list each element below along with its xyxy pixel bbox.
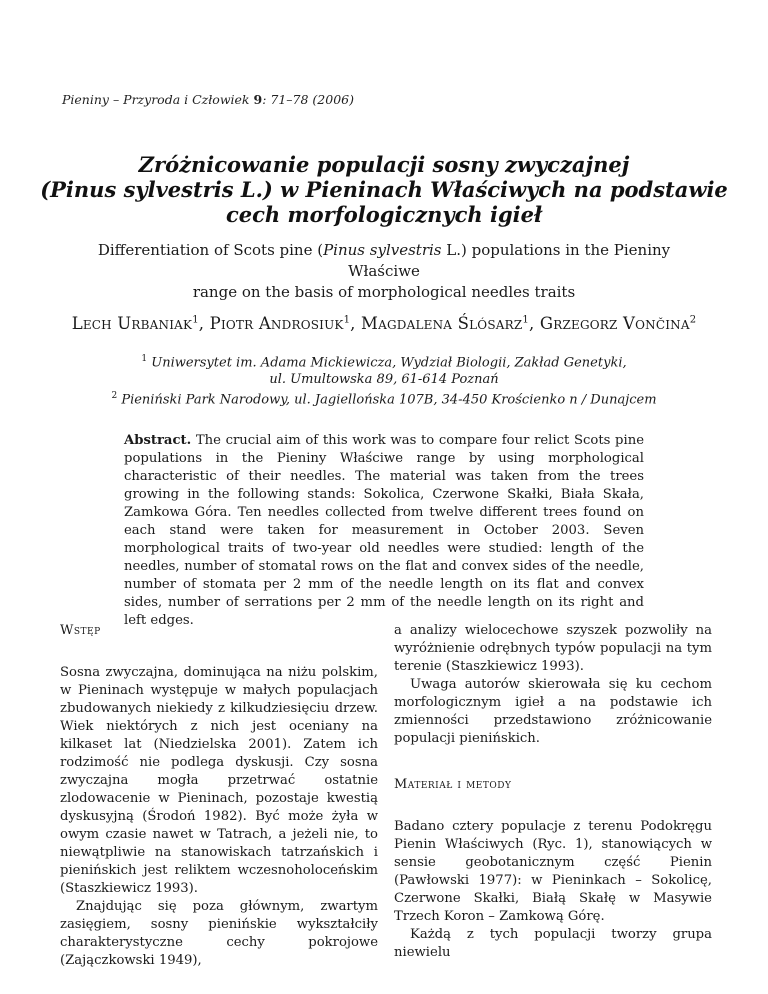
title-polish (40, 152, 728, 227)
paragraph: Sosna zwyczajna, dominująca na niżu polskim, w Pieninach występuje w małych populacjach zbudowanych niekiedy z kilkudziesięciu drzew. Wiek niektórych z nich jest oceniany na kilkaset lat (Niedzielska 2001). Zatem ich rodzimość nie podlega dyskusji. Czy sosna zwyczajna mogła przetrwać ostatnie zlodowacenie w Pieninach, pozostaje kwestią dyskusyjną (Środoń 1982). Być może żyła w owym czasie nawet w Tatrach, a jeżeli nie, to niewątpliwie na stanowiskach tatrzańskich i pienińskich jest reliktem wczesnoholoceńskim (Staszkiewicz 1993). (60, 665, 378, 896)
journal-citation (62, 92, 354, 107)
author-affiliation-mark: 2 (689, 314, 697, 326)
affiliation-2: $^2$ Pieniński Park Narodowy, ul. Jagiellońska 107B, 34-450 Krościenko n / Dunajcem (111, 391, 657, 408)
author-name: Piotr Androsiuk (209, 314, 344, 333)
column-right (394, 622, 712, 962)
title-english-line-2: range on the basis of morphological needles traits (192, 283, 576, 301)
abstract-text: The crucial aim of this work was to compare four relict Scots pine populations in the Pieniny Właściwe range by using morphological characteristic of their needles. The material was taken from the trees growing in the following stands: Sokolica, Czerwone Skałki, Biała Skała, Zamkowa Góra. Ten needles collected from twelve different trees found on each stand were taken for measurement in October 2003. Seven morphological traits of two-year old needles were studied: length of the needles, number of stomatal rows on the flat and convex sides of the needle, number of stomata per 2 mm of the needle length on its flat and convex sides, number of serrations per 2 mm of the needle length on its right and left edges. (124, 433, 644, 628)
species-name: Pinus sylvestris (323, 241, 442, 259)
title-polish-line-2: (Pinus sylvestris L.) w Pieninach Właściwych na podstawie (40, 177, 728, 202)
title-polish-line-1: Zróżnicowanie populacji sosny zwyczajnej (138, 152, 630, 177)
journal-name: Pieniny – Przyroda i Człowiek (62, 92, 250, 107)
title-english (60, 240, 708, 303)
author-affiliation-mark: 1 (192, 314, 199, 326)
paragraph: Uwaga autorów skierowała się ku cechom morfologicznym igieł a na podstawie ich zmienności przedstawiono zróżnicowanie populacji pienińskich. (394, 677, 712, 746)
affiliation-1: $^1$ Uniwersytet im. Adama Mickiewicza, Wydział Biologii, Zakład Genetyki, (141, 354, 627, 371)
title-polish-line-3: cech morfologicznych igieł (225, 202, 543, 227)
section-heading-wstep: Wstęp (60, 623, 101, 638)
affiliation-1-address: ul. Umultowska 89, 61-614 Poznań (269, 372, 499, 388)
paragraph: Znajdując się poza głównym, zwartym zasięgiem, sosny pienińskie wykształciły charakterystyczne cechy pokrojowe (Zajączkowski 1949), (60, 899, 378, 968)
paragraph: Każdą z tych populacji tworzy grupa niewielu (394, 927, 712, 960)
author-name: Lech Urbaniak (71, 314, 193, 333)
column-left (60, 622, 378, 970)
journal-volume: 9 (253, 92, 263, 107)
journal-pages: : 71–78 (2006) (262, 92, 354, 107)
title-english-line-1: Differentiation of Scots pine (Pinus sylvestris L.) populations in the Pieniny Właściwe (97, 241, 671, 280)
author-affiliation-mark: 1 (343, 314, 351, 326)
author-name: Magdalena Ślósarz (361, 314, 523, 333)
abstract (124, 432, 644, 630)
abstract-label: Abstract. (124, 433, 192, 448)
author-name: Grzegorz Vončina (539, 314, 690, 333)
author-list: Lech Urbaniak$^1$, Piotr Androsiuk$^1$, Magdalena Ślósarz$^1$, Grzegorz Vončina$^2$ (71, 314, 697, 333)
paragraph: a analizy wielocechowe szyszek pozwoliły na wyróżnienie odrębnych typów populacji na tym terenie (Staszkiewicz 1993). (394, 623, 712, 674)
paragraph: Badano cztery populacje z terenu Podokręgu Pienin Właściwych (Ryc. 1), stanowiących w sensie geobotanicznym część Pienin (Pawłowski 1977): w Pieninkach – Sokolicę, Czerwone Skałki, Białą Skałę w Masywie Trzech Koron – Zamkową Górę. (394, 819, 712, 924)
author-affiliation-mark: 1 (522, 314, 529, 326)
affiliations (30, 351, 738, 409)
section-heading-material: Materiał i metody (394, 777, 512, 792)
